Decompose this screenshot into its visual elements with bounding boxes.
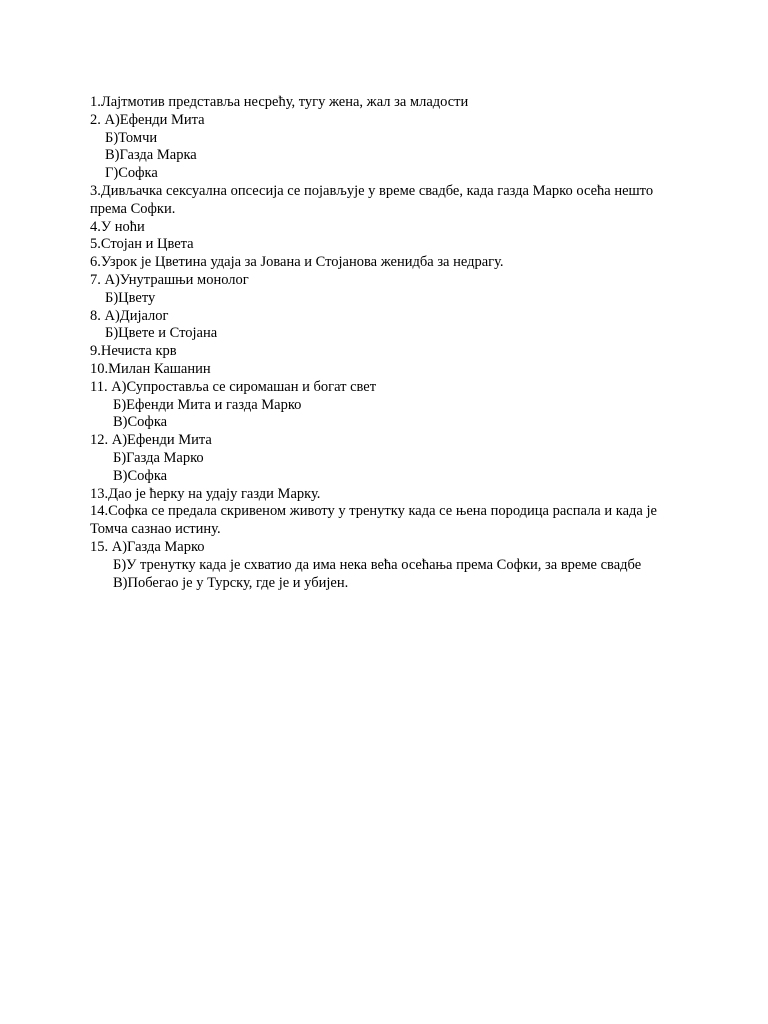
document-line: В)Софка: [113, 467, 168, 484]
document-line: 2. А)Ефенди Мита: [90, 111, 205, 128]
document-line: Б)Газда Марко: [113, 449, 204, 466]
document-line: 15. А)Газда Марко: [90, 538, 205, 555]
document-line: 3.Дивљачка сексуална опсесија се појављује у време свадбе, када газда Марко осећа нешто према Софки.: [90, 182, 657, 217]
document-line: 9.Нечиста крв: [90, 343, 177, 360]
document-line: 8. А)Дијалог: [90, 307, 169, 324]
document-line: Б)Цвете и Стојана: [105, 325, 218, 342]
document-line: В)Софка: [113, 414, 168, 431]
document-line: 11. А)Супроставља се сиромашан и богат свет: [90, 378, 377, 395]
document-line: 4.У ноћи: [90, 218, 145, 235]
document-line: Б)Томчи: [105, 129, 158, 146]
document-line: Г)Софка: [105, 165, 158, 182]
document-line: В)Побегао је у Турску, где је и убијен.: [113, 574, 349, 591]
document-line: 1.Лајтмотив представља несрећу, тугу жена, жал за младости: [90, 94, 469, 110]
document-line: 7. А)Унутрашњи монолог: [90, 271, 249, 288]
document-body: [90, 94, 690, 592]
document-line: Б)Ефенди Мита и газда Марко: [113, 396, 302, 413]
document-line: Б)Цвету: [105, 289, 156, 306]
document-line: Б)У тренутку када је схватио да има нека већа осећања према Софки, за време свадбе: [113, 556, 642, 573]
document-line: В)Газда Марка: [105, 147, 197, 164]
document-line: 6.Узрок је Цветина удаја за Јована и Стојанова женидба за недрагу.: [90, 254, 504, 271]
document-line: 14.Софка се предала скривеном животу у тренутку када се њена породица распала и када је Томча сазнао истину.: [90, 503, 661, 538]
document-line: 13.Дао је ћерку на удају газди Марку.: [90, 485, 321, 502]
document-line: 10.Милан Кашанин: [90, 360, 211, 377]
document-line: 12. А)Ефенди Мита: [90, 432, 212, 449]
document-line: 5.Стојан и Цвета: [90, 236, 194, 253]
